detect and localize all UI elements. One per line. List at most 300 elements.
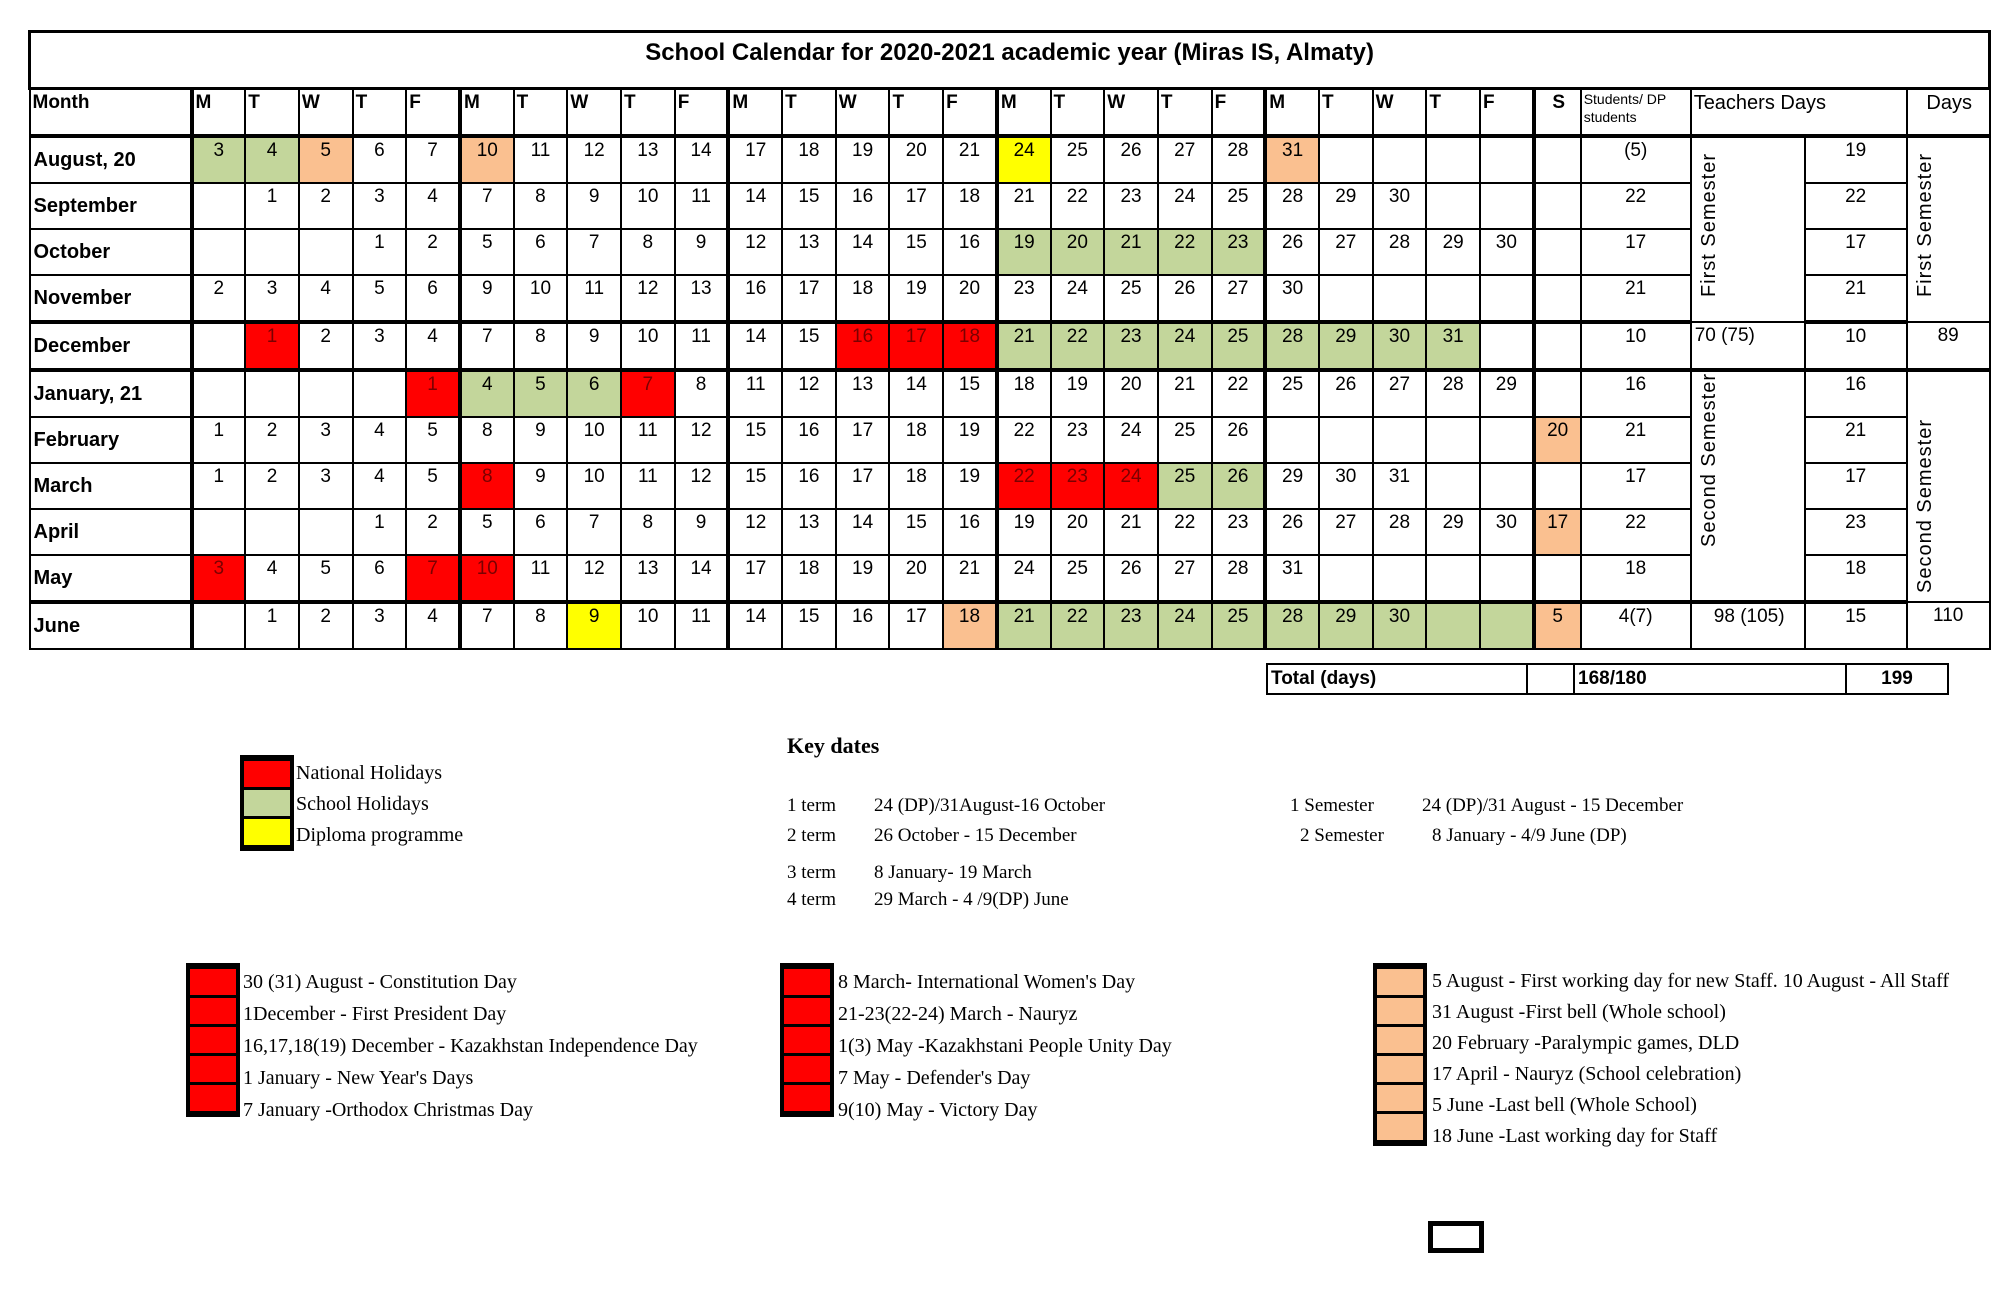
event-item: 18 June -Last working day for Staff [1432,1125,1718,1147]
day-cell: 17 [782,275,836,322]
teachers-days-cell: 21 [1805,417,1907,463]
day-cell [1319,555,1373,602]
weekday-header: M [192,89,246,137]
first-semester-text: First Semester [1697,153,1720,298]
day-cell: 25 [1158,417,1212,463]
day-cell: 29 [1480,370,1534,417]
day-cell: 2 [406,229,460,275]
day-cell [192,183,246,229]
holiday-item: 16,17,18(19) December - Kazakhstan Independence Day [243,1035,698,1057]
term-4-label: 4 term [787,889,837,910]
day-cell: 6 [406,275,460,322]
day-cell: 5 [514,370,568,417]
day-cell: 28 [1265,322,1319,370]
day-cell: 6 [567,370,621,417]
day-cell: 20 [889,136,943,183]
day-cell: 2 [406,509,460,555]
day-cell: 16 [782,463,836,509]
day-cell: 7 [406,555,460,602]
weekday-header: F [406,89,460,137]
day-cell: 8 [675,370,729,417]
day-cell: 25 [1104,275,1158,322]
day-cell: 22 [1212,370,1266,417]
day-cell: 14 [728,602,782,649]
national-holidays-swatches-1 [186,963,240,1117]
day-cell: 1 [245,602,299,649]
students-days-cell: 22 [1581,183,1691,229]
diploma-swatch [244,819,290,845]
day-cell: 29 [1426,509,1480,555]
students-days-cell: 17 [1581,229,1691,275]
day-cell: 8 [514,602,568,649]
peach-swatch [1377,1056,1423,1082]
day-cell [1480,417,1534,463]
day-cell: 30 [1480,229,1534,275]
day-cell: 10 [621,322,675,370]
day-cell: 12 [567,555,621,602]
day-cell: 5 [460,509,514,555]
day-cell: 27 [1373,370,1427,417]
school-events-swatches [1373,963,1427,1146]
day-cell: 22 [1158,509,1212,555]
day-cell: 10 [621,183,675,229]
day-cell: 14 [675,555,729,602]
day-cell: 22 [1051,183,1105,229]
students-days-cell: 21 [1581,275,1691,322]
day-cell [192,509,246,555]
day-cell: 20 [1051,229,1105,275]
saturday-header: S [1534,89,1581,137]
day-cell: 23 [1104,602,1158,649]
teachers-days-cell: 19 [1805,136,1907,183]
weekday-header: W [299,89,353,137]
day-cell: 17 [728,555,782,602]
day-cell: 9 [675,509,729,555]
day-cell: 1 [353,229,407,275]
weekday-header: M [997,89,1051,137]
day-cell: 16 [836,183,890,229]
day-cell: 4 [406,183,460,229]
event-item: 5 August - First working day for new Staff. 10 August - All Staff [1432,970,1950,992]
day-cell: 15 [728,417,782,463]
month-label: December [30,322,192,370]
saturday-cell: 20 [1534,417,1581,463]
term-1-label: 1 term [787,795,837,816]
day-cell: 18 [943,322,997,370]
day-cell [1480,602,1534,649]
day-cell: 26 [1158,275,1212,322]
event-item: 5 June -Last bell (Whole School) [1432,1094,1697,1116]
day-cell: 16 [943,509,997,555]
weekday-header: W [567,89,621,137]
day-cell: 5 [406,463,460,509]
day-cell: 14 [836,229,890,275]
day-cell: 12 [621,275,675,322]
term-3-label: 3 term [787,862,837,883]
day-cell [1373,555,1427,602]
red-swatch [190,998,236,1024]
day-cell: 19 [836,136,890,183]
month-label: September [30,183,192,229]
day-cell: 3 [353,322,407,370]
students-days-cell: 4(7) [1581,602,1691,649]
students-days-cell: 21 [1581,417,1691,463]
day-cell: 24 [1104,417,1158,463]
day-cell: 1 [245,183,299,229]
day-cell: 9 [567,322,621,370]
day-cell: 19 [836,555,890,602]
day-cell: 22 [1158,229,1212,275]
red-swatch [784,969,830,995]
national-holidays-list-1 [243,966,698,1126]
day-cell: 31 [1373,463,1427,509]
day-cell [1373,136,1427,183]
saturday-cell [1534,322,1581,370]
saturday-cell [1534,183,1581,229]
day-cell: 6 [353,136,407,183]
day-cell: 26 [1212,463,1266,509]
teachers-days-header: Teachers Days [1691,89,1907,137]
day-cell: 30 [1373,602,1427,649]
day-cell: 13 [836,370,890,417]
term-2-label: 2 term [787,825,837,846]
teachers-days-cell: 16 [1805,370,1907,417]
day-cell: 2 [192,275,246,322]
day-cell: 3 [353,602,407,649]
day-cell: 4 [299,275,353,322]
day-cell [1319,275,1373,322]
day-cell: 24 [1104,463,1158,509]
holiday-item: 30 (31) August - Constitution Day [243,971,517,993]
page-title: School Calendar for 2020-2021 academic year (Miras IS, Almaty) [30,32,1990,89]
day-cell: 12 [728,229,782,275]
day-cell: 14 [728,322,782,370]
day-cell [192,370,246,417]
day-cell: 15 [889,509,943,555]
day-cell: 1 [192,463,246,509]
red-swatch [784,1056,830,1082]
day-cell: 29 [1319,183,1373,229]
day-cell: 5 [406,417,460,463]
day-cell [353,370,407,417]
day-cell: 26 [1104,555,1158,602]
day-cell: 15 [889,229,943,275]
day-cell: 24 [1158,322,1212,370]
day-cell [245,509,299,555]
weekday-header: F [675,89,729,137]
day-cell: 25 [1212,602,1266,649]
holiday-item: 1 January - New Year's Days [243,1067,474,1089]
day-cell: 25 [1212,322,1266,370]
day-cell: 23 [1051,417,1105,463]
day-cell [1426,136,1480,183]
day-cell: 30 [1373,183,1427,229]
day-cell: 25 [1051,136,1105,183]
day-cell: 7 [567,509,621,555]
day-cell: 19 [943,463,997,509]
day-cell: 21 [1104,229,1158,275]
teachers-semester-total: 98 (105) [1691,602,1805,649]
day-cell: 4 [353,417,407,463]
month-label: October [30,229,192,275]
day-cell: 5 [299,136,353,183]
day-cell: 15 [728,463,782,509]
days-second-semester-label [1907,370,1990,602]
day-cell: 22 [997,463,1051,509]
day-cell: 17 [889,602,943,649]
day-cell [1480,183,1534,229]
day-cell: 30 [1373,322,1427,370]
day-cell: 4 [406,602,460,649]
students-days-cell: 10 [1581,322,1691,370]
second-semester-text: Second Semester [1697,372,1720,547]
day-cell: 24 [997,555,1051,602]
event-item: 31 August -First bell (Whole school) [1432,1001,1726,1023]
students-days-cell: (5) [1581,136,1691,183]
day-cell: 12 [675,463,729,509]
day-cell: 17 [889,183,943,229]
day-cell: 11 [514,555,568,602]
month-label: August, 20 [30,136,192,183]
day-cell: 28 [1265,183,1319,229]
day-cell: 7 [567,229,621,275]
day-cell: 10 [567,417,621,463]
day-cell [1426,463,1480,509]
weekday-header: F [943,89,997,137]
day-cell: 30 [1480,509,1534,555]
day-cell: 30 [1319,463,1373,509]
day-cell: 13 [621,555,675,602]
teachers-days-cell: 15 [1805,602,1907,649]
day-cell: 10 [460,136,514,183]
day-cell: 1 [406,370,460,417]
day-cell: 8 [514,322,568,370]
day-cell: 4 [245,555,299,602]
day-cell: 30 [1265,275,1319,322]
students-days-cell: 16 [1581,370,1691,417]
holiday-item: 21-23(22-24) March - Nauryz [838,1003,1078,1025]
day-cell: 4 [460,370,514,417]
day-cell: 16 [943,229,997,275]
day-cell: 23 [1212,229,1266,275]
day-cell: 3 [192,136,246,183]
saturday-cell [1534,463,1581,509]
day-cell: 19 [943,417,997,463]
day-cell [1319,417,1373,463]
first-semester-text: First Semester [1913,153,1936,298]
day-cell: 25 [1265,370,1319,417]
day-cell: 9 [460,275,514,322]
day-cell: 13 [675,275,729,322]
red-swatch [190,1085,236,1111]
day-cell: 7 [621,370,675,417]
saturday-cell [1534,229,1581,275]
day-cell: 14 [728,183,782,229]
day-cell: 14 [836,509,890,555]
day-cell: 15 [782,322,836,370]
day-cell: 21 [1104,509,1158,555]
red-swatch [784,1027,830,1053]
teachers-first-semester-label [1691,136,1805,322]
day-cell: 26 [1212,417,1266,463]
day-cell: 21 [943,555,997,602]
day-cell: 29 [1319,602,1373,649]
day-cell: 8 [621,229,675,275]
empty-box [1428,1221,1484,1253]
weekday-header: T [353,89,407,137]
day-cell: 27 [1319,229,1373,275]
day-cell: 18 [997,370,1051,417]
school-holiday-swatch [244,790,290,816]
days-first-semester-label [1907,136,1990,322]
red-swatch [784,1085,830,1111]
total-students: 168/180 [1574,664,1846,694]
day-cell: 15 [782,183,836,229]
day-cell: 4 [353,463,407,509]
month-row [30,370,1990,417]
day-cell: 19 [997,509,1051,555]
legend-label: National Holidays [296,762,443,784]
day-cell: 10 [621,602,675,649]
semester-days-total: 110 [1907,602,1990,649]
day-cell: 17 [889,322,943,370]
month-row [30,322,1990,370]
day-cell: 31 [1265,555,1319,602]
day-cell: 18 [782,555,836,602]
day-cell: 11 [621,417,675,463]
day-cell: 17 [728,136,782,183]
day-cell: 25 [1051,555,1105,602]
day-cell: 8 [460,463,514,509]
day-cell: 2 [245,463,299,509]
students-days-cell: 22 [1581,509,1691,555]
day-cell: 13 [621,136,675,183]
day-cell: 25 [1158,463,1212,509]
day-cell: 28 [1212,136,1266,183]
day-cell: 27 [1158,555,1212,602]
day-cell [1426,602,1480,649]
day-cell: 24 [1158,602,1212,649]
weekday-header: T [514,89,568,137]
weekday-header: W [1104,89,1158,137]
day-cell: 7 [460,183,514,229]
day-cell: 6 [514,509,568,555]
day-cell: 22 [1051,322,1105,370]
day-cell: 2 [299,602,353,649]
day-cell: 11 [675,183,729,229]
term-4-dates: 29 March - 4 /9(DP) June [874,889,1069,910]
day-cell: 4 [406,322,460,370]
holiday-item: 9(10) May - Victory Day [838,1099,1038,1121]
day-cell: 9 [514,463,568,509]
day-cell: 26 [1265,229,1319,275]
saturday-cell: 17 [1534,509,1581,555]
day-cell: 29 [1265,463,1319,509]
peach-swatch [1377,1027,1423,1053]
weekday-header: T [1426,89,1480,137]
day-cell: 11 [675,322,729,370]
day-cell: 26 [1319,370,1373,417]
day-cell: 14 [675,136,729,183]
weekday-header: T [621,89,675,137]
national-holidays-swatches-2 [780,963,834,1117]
day-cell: 21 [1158,370,1212,417]
saturday-cell [1534,275,1581,322]
day-cell [299,509,353,555]
day-cell: 11 [675,602,729,649]
day-cell: 31 [1426,322,1480,370]
day-cell: 16 [782,417,836,463]
day-cell [1426,417,1480,463]
day-cell: 2 [245,417,299,463]
day-cell: 13 [782,229,836,275]
day-cell: 17 [836,463,890,509]
semester-1-label: 1 Semester [1290,795,1374,816]
month-label: March [30,463,192,509]
peach-swatch [1377,1085,1423,1111]
semester-2-label: 2 Semester [1300,825,1384,846]
day-cell: 1 [353,509,407,555]
day-cell [1319,136,1373,183]
weekday-header: T [245,89,299,137]
days-header: Days [1907,89,1990,137]
day-cell [245,229,299,275]
day-cell [1426,275,1480,322]
day-cell [192,229,246,275]
day-cell: 31 [1265,136,1319,183]
day-cell: 15 [782,602,836,649]
event-item: 20 February -Paralympic games, DLD [1432,1032,1740,1054]
day-cell: 10 [567,463,621,509]
day-cell: 27 [1212,275,1266,322]
day-cell: 20 [1051,509,1105,555]
day-cell: 20 [1104,370,1158,417]
teachers-semester-total: 70 (75) [1691,322,1805,370]
day-cell [299,370,353,417]
weekday-header: W [1373,89,1427,137]
day-cell: 24 [1051,275,1105,322]
day-cell: 18 [943,602,997,649]
saturday-cell: 5 [1534,602,1581,649]
holiday-item: 8 March- International Women's Day [838,971,1136,993]
day-cell: 11 [728,370,782,417]
teachers-days-cell: 17 [1805,463,1907,509]
day-cell [192,602,246,649]
day-cell [1265,417,1319,463]
day-cell: 29 [1426,229,1480,275]
day-cell: 23 [1104,322,1158,370]
day-cell: 14 [889,370,943,417]
key-dates-heading: Key dates [787,733,880,758]
day-cell: 6 [353,555,407,602]
day-cell: 24 [997,136,1051,183]
red-swatch [190,969,236,995]
day-cell: 11 [621,463,675,509]
day-cell: 18 [943,183,997,229]
teachers-days-cell: 17 [1805,229,1907,275]
month-header: Month [30,89,192,137]
day-cell: 28 [1265,602,1319,649]
saturday-cell [1534,555,1581,602]
day-cell: 24 [1158,183,1212,229]
peach-swatch [1377,969,1423,995]
day-cell [1373,275,1427,322]
day-cell: 11 [567,275,621,322]
day-cell: 6 [514,229,568,275]
day-cell: 16 [728,275,782,322]
second-semester-text: Second Semester [1913,419,1936,593]
day-cell: 3 [353,183,407,229]
